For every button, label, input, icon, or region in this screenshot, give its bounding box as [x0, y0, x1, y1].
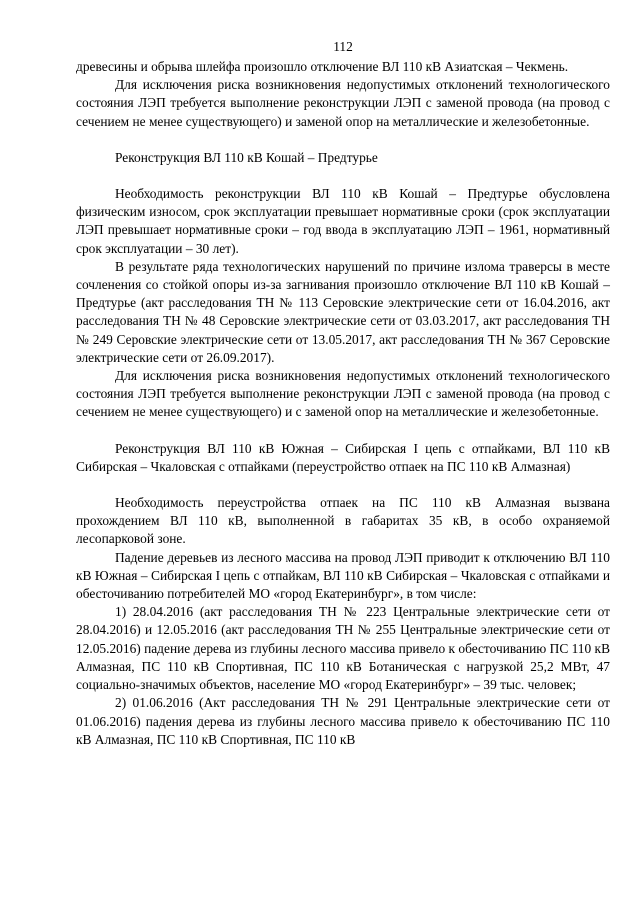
document-page: [76, 38, 610, 749]
page-number: 112: [333, 39, 353, 54]
paragraph-continuation: древесины и обрыва шлейфа произошло отключение ВЛ 110 кВ Азиатская – Чекмень.: [76, 59, 569, 74]
list-item-1: 1) 28.04.2016 (акт расследования ТН № 223 Центральные электрические сети от 28.04.2016) и 12.05.2016 (акт расследования ТН № 255 Центральные электрические сети от 12.05.2016) падение дерева из глубины лесного массива привело к обесточиванию ПС 110 кВ Алмазная, ПС 110 кВ Спортивная, ПС 110 кВ Ботаническая с нагрузкой 25,2 МВт, 47 социально-значимых объектов, население МО «город Екатеринбург» – 39 тыс. человек;: [76, 604, 610, 693]
paragraph-risk-1: Для исключения риска возникновения недопустимых отклонений технологического состояния ЛЭП требуется выполнение реконструкции ЛЭП с заменой провода (на провод с сечением не менее существующего) и заменой опор на металлические и железобетонные.: [76, 77, 610, 129]
paragraph-koshai-need: Необходимость реконструкции ВЛ 110 кВ Кошай – Предтурье обусловлена физическим износом, срок эксплуатации превышает нормативные сроки (срок эксплуатации ЛЭП превышает нормативные сроки – год ввода в эксплуатацию ЛЭП – 1961, нормативный срок эксплуатации – 30 лет).: [76, 186, 610, 256]
section-heading-yuzhnaya: Реконструкция ВЛ 110 кВ Южная – Сибирская I цепь с отпайками, ВЛ 110 кВ Сибирская – Чкаловская с отпайками (переустройство отпаек на ПС 110 кВ Алмазная): [76, 440, 610, 474]
list-item-2: 2) 01.06.2016 (Акт расследования ТН № 291 Центральные электрические сети от 01.06.2016) падения дерева из глубины лесного массива привело к обесточиванию ПС 110 кВ Алмазная, ПС 110 кВ Спортивная, ПС 110 кВ: [76, 695, 610, 747]
paragraph-koshai-incidents: В результате ряда технологических нарушений по причине излома траверсы в месте сочленения со стойкой опоры из-за загнивания произошло отключение ВЛ 110 кВ Кошай – Предтурье (акт расследования ТН № 113 Серовские электрические сети от 16.04.2016, акт расследования ТН № 48 Серовские электрические сети от 03.03.2017, акт расследования ТН № 249 Серовские электрические сети от 13.05.2017, акт расследования ТН № 367 Серовские электрические сети от 26.09.2017).: [76, 258, 610, 365]
paragraph-tree-fall: Падение деревьев из лесного массива на провод ЛЭП приводит к отключению ВЛ 110 кВ Южная – Сибирская I цепь с отпайкам, ВЛ 110 кВ Сибирская – Чкаловская с отпайками и обесточиванию потребителей МО «город Екатеринбург», в том числе:: [76, 549, 610, 602]
section-heading-koshai: Реконструкция ВЛ 110 кВ Кошай – Предтурье: [115, 149, 378, 165]
paragraph-risk-2: Для исключения риска возникновения недопустимых отклонений технологического состояния ЛЭП требуется выполнение реконструкции ЛЭП с заменой провода (на провод с сечением не менее существующего) и с заменой опор на металлические и железобетонные.: [76, 368, 610, 420]
paragraph-almaznaya-need: Необходимость переустройства отпаек на ПС 110 кВ Алмазная вызвана прохождением ВЛ 110 кВ, выполненной в габаритах 35 кВ, в особо охраняемой лесопарковой зоне.: [76, 495, 610, 547]
